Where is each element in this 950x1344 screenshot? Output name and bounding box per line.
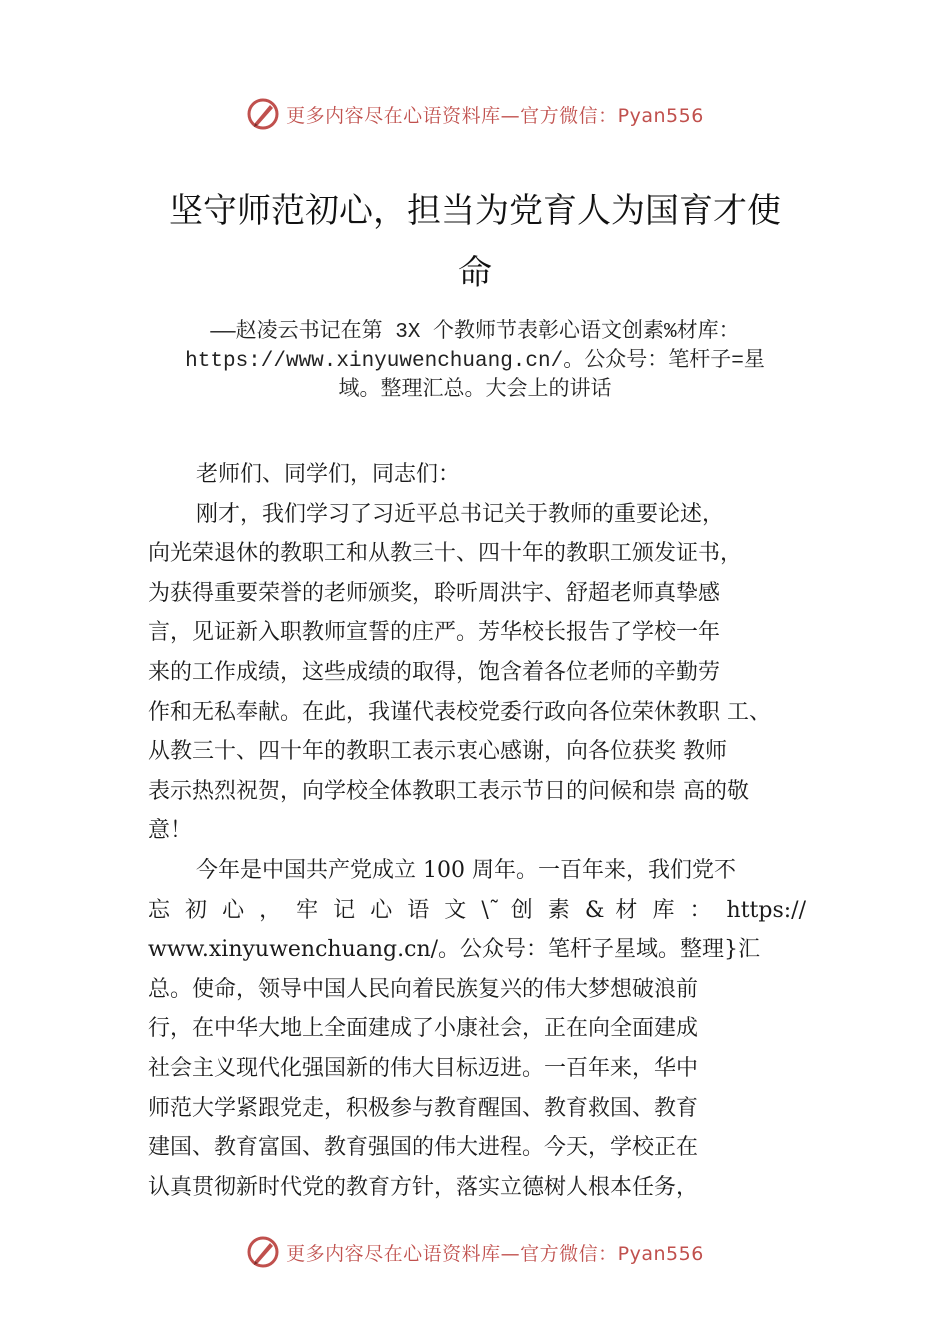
body-line: 建国、教育富国、教育强国的伟大进程。今天，学校正在 <box>148 1135 699 1161</box>
body-line: 行，在中华大地上全面建成了小康社会，正在向全面建成 <box>148 1016 699 1042</box>
pen-logo-icon <box>246 97 280 131</box>
body-line: 作和无私奉献。在此，我谨代表校党委行政向各位荣休教职 工、 <box>148 699 771 725</box>
title-line-1: 坚守师范初心，担当为党育人为国育才使 <box>169 191 781 231</box>
body-line: 认真贯彻新时代党的教育方针，落实立德树人根本任务， <box>148 1174 699 1200</box>
body-line: 老师们、同学们，同志们： <box>196 462 461 487</box>
footer-banner-text: 更多内容尽在心语资料库—官方微信：Pyan556 <box>286 1242 704 1265</box>
header-banner-text: 更多内容尽在心语资料库—官方微信：Pyan556 <box>286 104 704 127</box>
body-line: 师范大学紧跟党走，积极参与教育醒国、教育救国、教育 <box>148 1095 699 1121</box>
body-line: 社会主义现代化强国新的伟大目标迈进。一百年来，华中 <box>148 1055 699 1081</box>
subtitle-line-1: ——赵凌云书记在第 3X 个教师节表彰心语文创素%材库： <box>210 321 740 344</box>
body-line: 意！ <box>148 818 193 844</box>
body-line: 刚才，我们学习了习近平总书记关于教师的重要论述， <box>196 501 725 527</box>
pen-logo-icon <box>246 1235 280 1269</box>
page-title <box>150 180 800 304</box>
body-line: www.xinyuwenchuang.cn/。公众号：笔杆子星域。整理}汇 <box>148 937 761 963</box>
body-line: 从教三十、四十年的教职工表示衷心感谢，向各位获奖 教师 <box>148 739 727 765</box>
subtitle <box>150 318 800 405</box>
footer-banner <box>0 1230 950 1274</box>
body-line: 今年是中国共产党成立 100 周年。一百年来，我们党不 <box>196 857 736 883</box>
header-banner <box>0 92 950 136</box>
title-line-2: 命 <box>458 253 492 293</box>
body-line: 表示热烈祝贺，向学校全体教职工表示节日的问候和崇 高的敬 <box>148 778 749 804</box>
subtitle-line-3: 域。整理汇总。大会上的讲话 <box>338 379 612 402</box>
body-line: 言，见证新入职教师宣誓的庄严。芳华校长报告了学校一年 <box>148 620 721 646</box>
body-line: 忘 初 心 ， 牢 记 心 语 文 \˜ 创 素 & 材 库 ： https:// <box>148 897 806 923</box>
body-line: 为获得重要荣誉的老师颁奖，聆听周洪宇、舒超老师真挚感 <box>148 580 721 606</box>
subtitle-line-2: https://www.xinyuwenchuang.cn/。公众号：笔杆子=星 <box>185 350 765 373</box>
body-line: 向光荣退休的教职工和从教三十、四十年的教职工颁发证书， <box>148 541 743 567</box>
body-line: 来的工作成绩，这些成绩的取得，饱含着各位老师的辛勤劳 <box>148 659 721 685</box>
body-line: 总。使命，领导中国人民向着民族复兴的伟大梦想破浪前 <box>148 976 699 1002</box>
speech-body <box>148 455 838 1207</box>
